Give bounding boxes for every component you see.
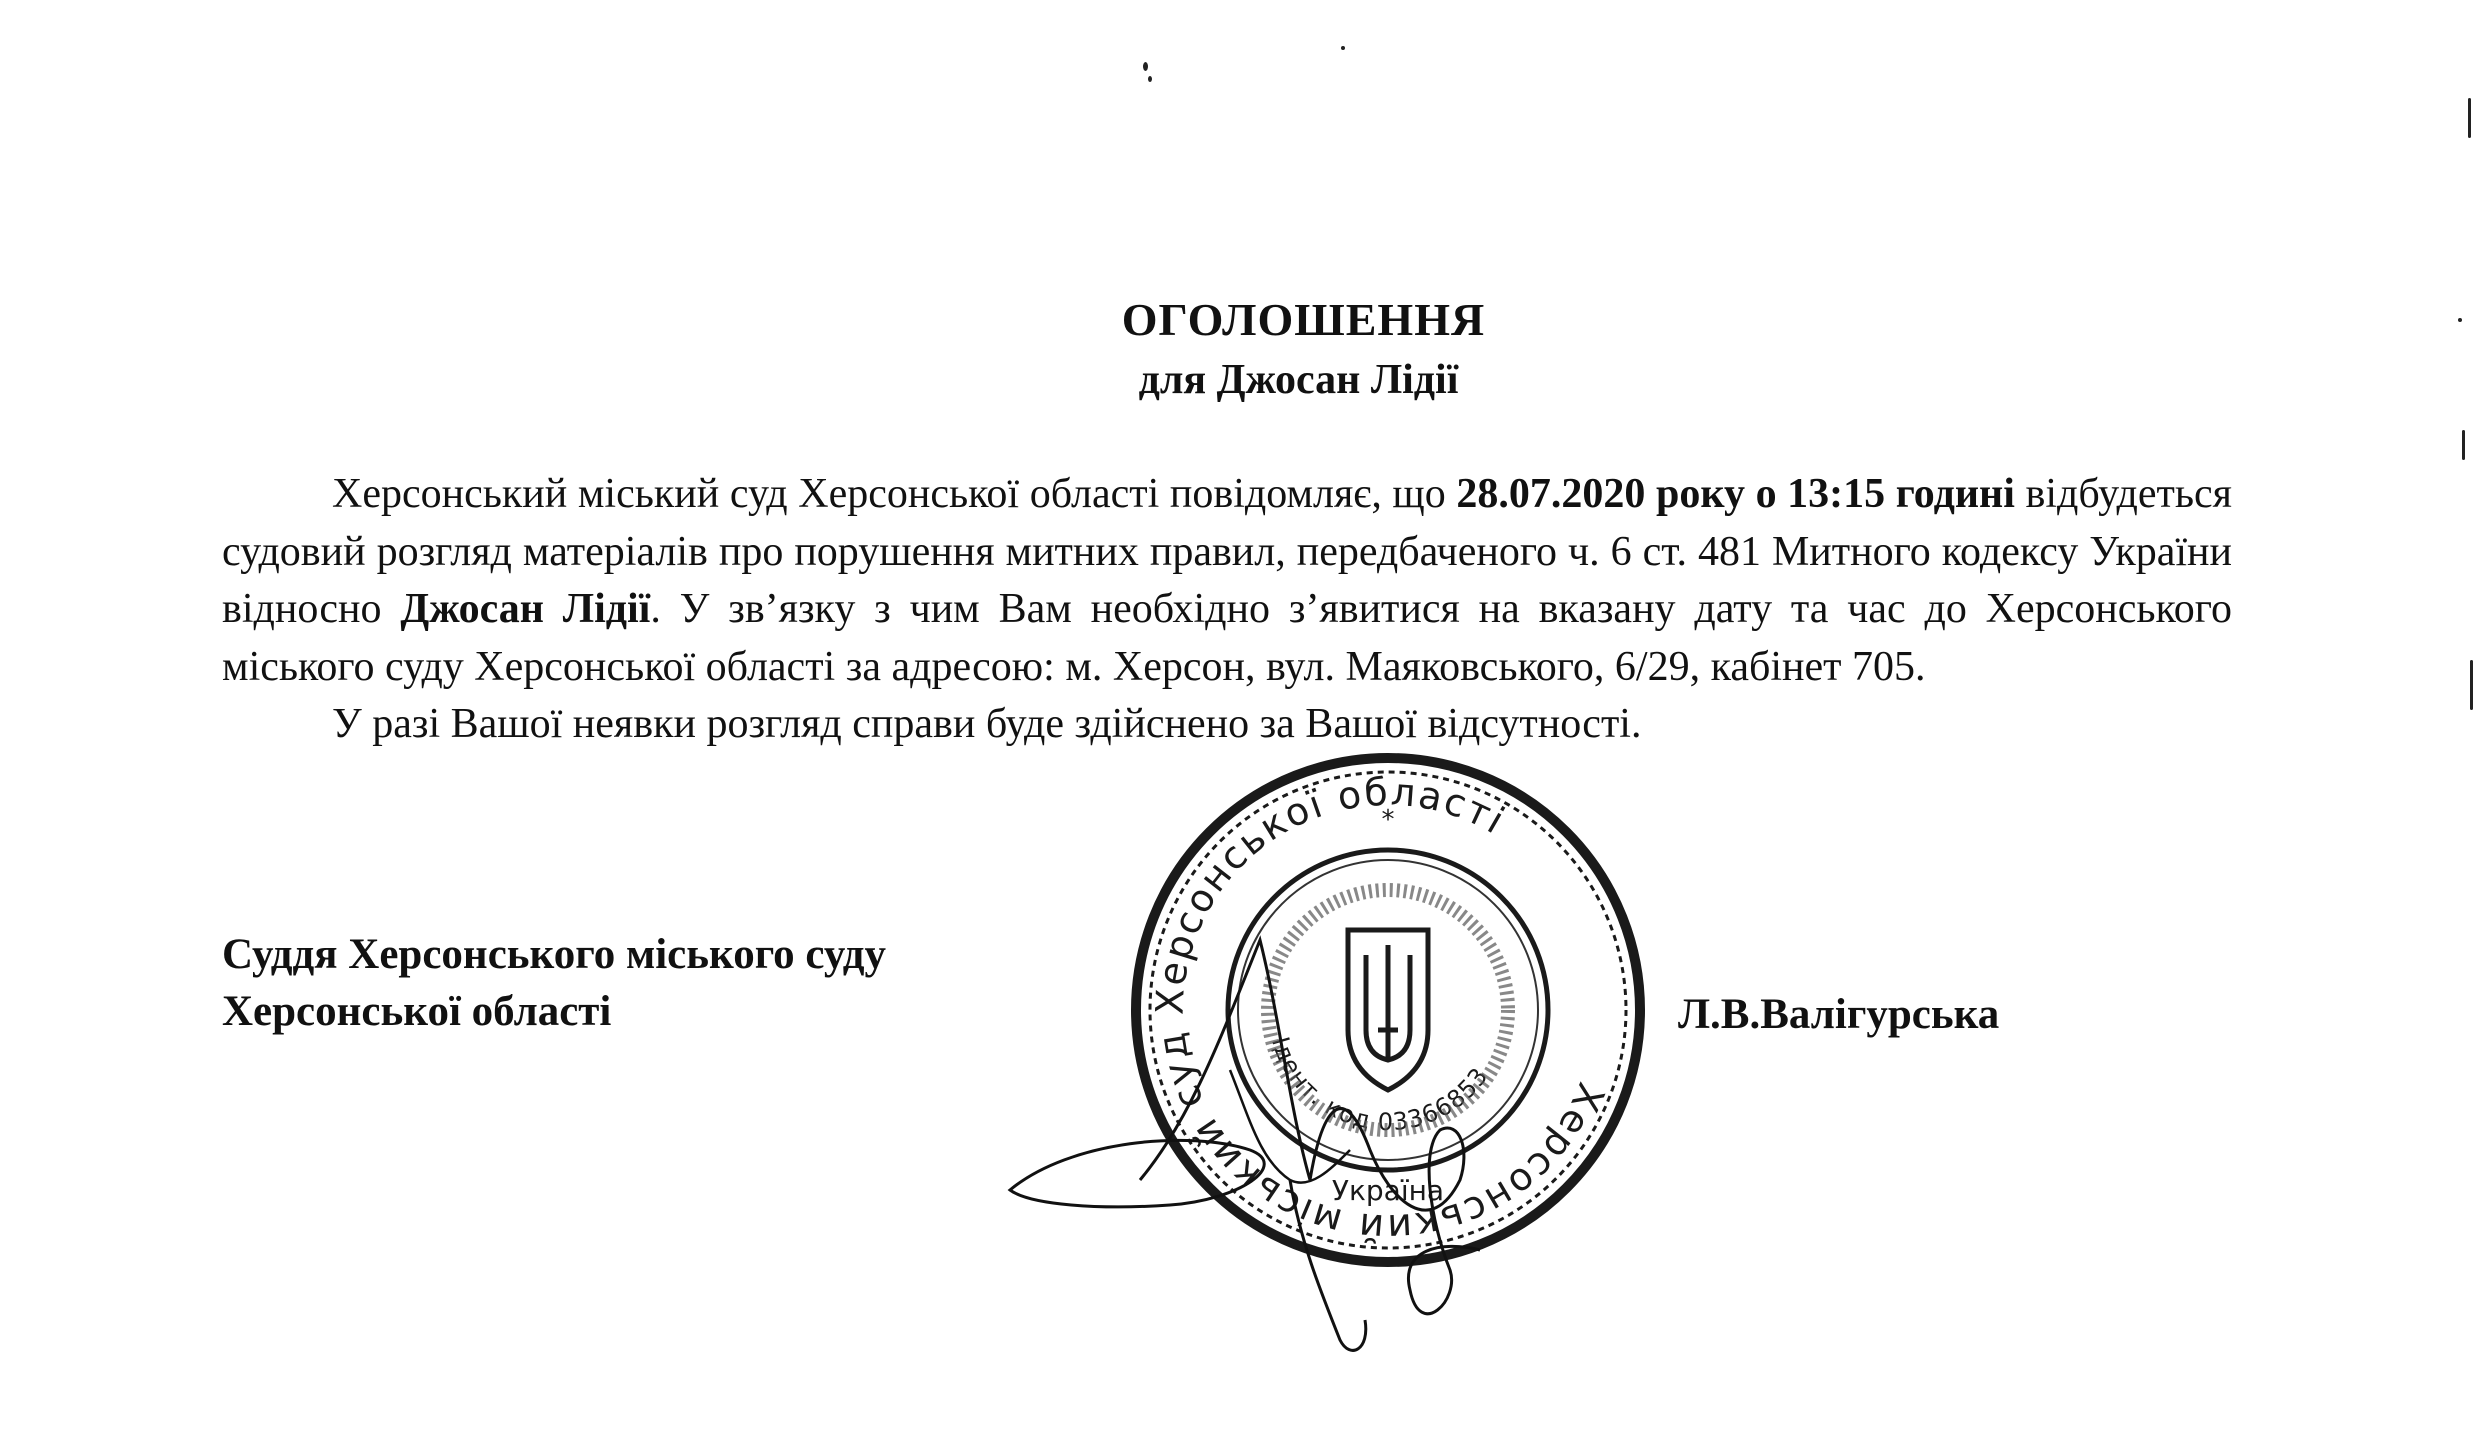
absence-paragraph: У разі Вашої неявки розгляд справи буде здійснено за Вашої відсутності. bbox=[332, 701, 1642, 747]
notice-text: . У зв’язку з чим Вам необхідно з’явитися на вказану дату та час до Херсонського міського суду Херсонської області за адресою: м. Херсон, вул. Маяковського, 6/29, кабінет 705. bbox=[222, 586, 2232, 690]
scan-speck bbox=[2462, 430, 2465, 460]
seal-outer-text: Херсонський міський суд Херсонської області bbox=[1147, 769, 1614, 1251]
handwritten-signature bbox=[990, 820, 1550, 1380]
judge-position-line: Суддя Херсонського міського суду bbox=[222, 931, 886, 978]
notice-paragraph bbox=[222, 466, 2232, 696]
hearing-datetime: 28.07.2020 року о 13:15 годині bbox=[1456, 471, 2015, 517]
judge-position bbox=[222, 926, 886, 1040]
scan-speck bbox=[1341, 46, 1345, 50]
person-name: Джосан Лідії bbox=[400, 586, 651, 632]
notice-text: Херсонський міський суд Херсонської області повідомляє, що bbox=[332, 471, 1457, 517]
scan-speck bbox=[2468, 98, 2471, 138]
scan-speck bbox=[1148, 76, 1152, 82]
scan-speck bbox=[2470, 660, 2473, 710]
document-body bbox=[222, 466, 2232, 754]
document-subtitle: для Джосан Лідії bbox=[1138, 357, 1459, 403]
judge-name: Л.В.Валігурська bbox=[1678, 991, 2000, 1038]
notice-text: відбудеться судовий розгляд матеріалів про порушення митних правил, передбаченого ч. 6 ст. 481 Митного кодексу України відносно bbox=[222, 471, 2232, 632]
document-title: ОГОЛОШЕННЯ bbox=[1121, 294, 1486, 345]
seal-inner-text: Ідент. код 03366853 bbox=[1265, 1033, 1494, 1137]
judge-position-line: Херсонської області bbox=[222, 988, 612, 1035]
svg-text:*: * bbox=[1381, 805, 1395, 835]
seal-country: Україна bbox=[1331, 1174, 1445, 1207]
scan-speck bbox=[1143, 62, 1148, 71]
